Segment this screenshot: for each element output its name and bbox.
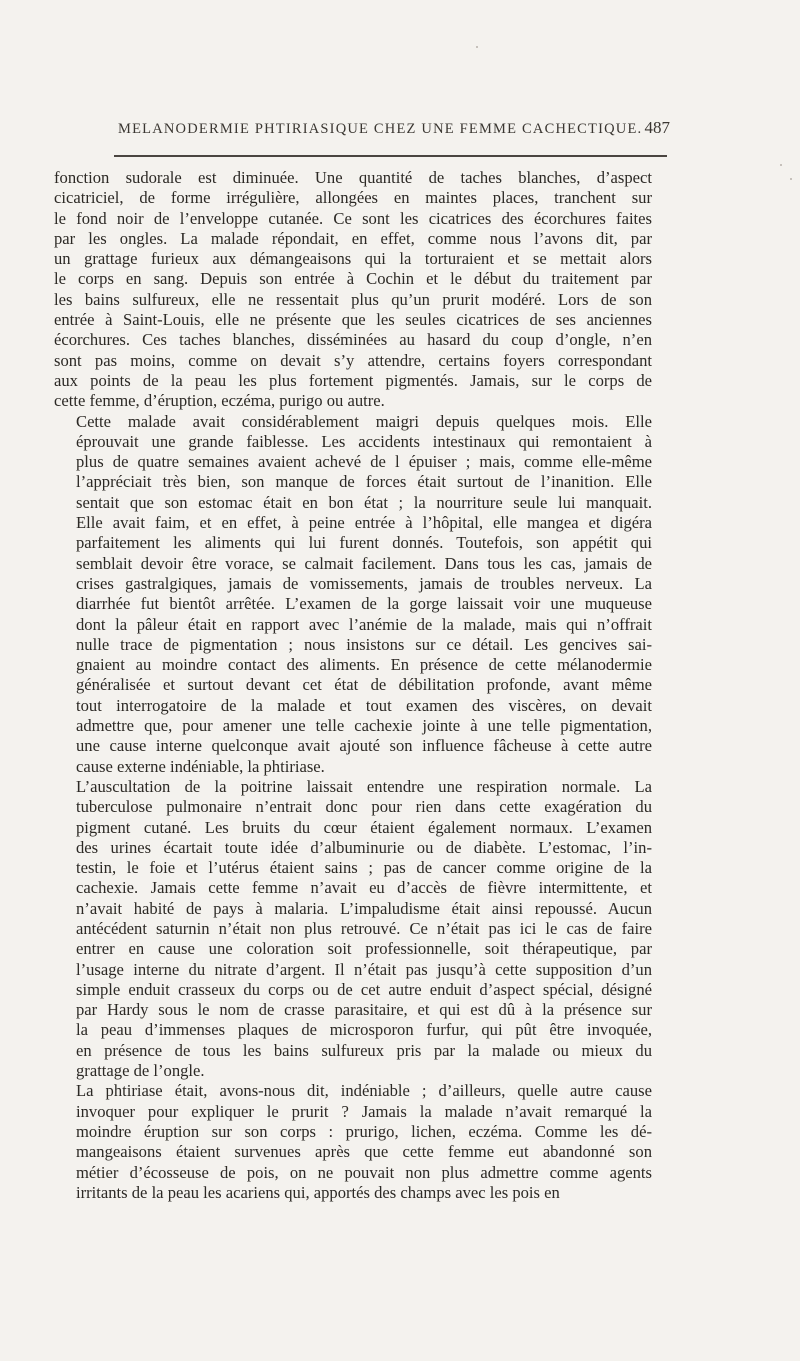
body-text xyxy=(54,168,652,1203)
paragraph xyxy=(54,1081,652,1203)
text-line: cette femme, d’éruption, eczéma, purigo ou autre. xyxy=(54,391,385,411)
text-line: par Hardy sous le nom de crasse parasitaire, et qui est dû à la présence sur xyxy=(76,1000,652,1020)
text-line: antécédent saturnin n’était non plus retrouvé. Ce n’était pas ici le cas de faire xyxy=(76,918,652,938)
text-line: en présence de tous les bains sulfureux pris par la malade ou mieux du xyxy=(76,1040,652,1060)
text-line: L’auscultation de la poitrine laissait entendre une respiration normale. La xyxy=(76,776,652,796)
text-line: cachexie. Jamais cette femme n’avait eu d’accès de fièvre intermittente, et xyxy=(76,878,652,898)
text-line: grattage de l’ongle. xyxy=(76,1061,205,1081)
text-line: cicatriciel, de forme irrégulière, allongées en maintes places, tranchent sur xyxy=(54,188,652,208)
text-line: fonction sudorale est diminuée. Une quantité de taches blanches, d’aspect xyxy=(54,168,652,187)
text-line: entrée à Saint-Louis, elle ne présente que les seules cicatrices de ses anciennes xyxy=(54,310,652,330)
text-line: le fond noir de l’enveloppe cutanée. Ce sont les cicatrices des écorchures faites xyxy=(54,208,652,228)
text-line: simple enduit crasseux du corps ou de cet autre enduit d’aspect spécial, désigné xyxy=(76,979,652,999)
text-line: invoquer pour expliquer le prurit ? Jamais la malade n’avait remarqué la xyxy=(76,1101,652,1121)
text-line: testin, le foie et l’utérus étaient sains ; pas de cancer comme origine de la xyxy=(76,858,652,878)
text-line: la peau d’immenses plaques de microsporon furfur, qui pût être invoquée, xyxy=(76,1020,652,1040)
text-line: écorchures. Ces taches blanches, disséminées au hasard du coup d’ongle, n’en xyxy=(54,330,652,350)
text-line: l’appréciait très bien, son manque de forces était surtout de l’inanition. Elle xyxy=(76,472,652,492)
text-line: éprouvait une grande faiblesse. Les accidents intestinaux qui remontaient à xyxy=(76,431,652,451)
page-number: 487 xyxy=(644,118,670,137)
text-line: aux points de la peau les plus fortement pigmentés. Jamais, sur le corps de xyxy=(54,370,652,390)
text-line: les bains sulfureux, elle ne ressentait plus qu’un prurit modéré. Lors de son xyxy=(54,289,652,309)
paper-speck xyxy=(780,164,782,166)
text-line: généralisée et surtout devant cet état de débilitation profonde, avant même xyxy=(76,675,652,695)
text-line: cause externe indéniable, la phtiriase. xyxy=(76,756,325,776)
text-line: métier d’écosseuse de pois, on ne pouvait non plus admettre comme agents xyxy=(76,1162,652,1182)
paragraph xyxy=(54,168,652,412)
text-line: nulle trace de pigmentation ; nous insistons sur ce détail. Les gencives sai- xyxy=(76,634,652,654)
text-line: crises gastralgiques, jamais de vomissements, jamais de troubles nerveux. La xyxy=(76,573,652,593)
text-line: tout interrogatoire de la malade et tout examen des viscères, on devait xyxy=(76,695,652,715)
text-line: entrer en cause une coloration soit professionnelle, soit thérapeutique, par xyxy=(76,939,652,959)
text-line: gnaient au moindre contact des aliments. En présence de cette mélanodermie xyxy=(76,655,652,675)
text-line: moindre éruption sur son corps : prurigo, lichen, eczéma. Comme les dé- xyxy=(76,1121,652,1141)
paragraph xyxy=(54,412,652,777)
paper-speck xyxy=(790,178,792,180)
text-line: un grattage furieux aux démangeaisons qui la torturaient et se mettait alors xyxy=(54,249,652,269)
text-line: sont pas moins, comme on devait s’y attendre, certains foyers correspondant xyxy=(54,350,652,370)
text-line: pigment cutané. Les bruits du cœur étaient également normaux. L’examen xyxy=(76,817,652,837)
text-line: par les ongles. La malade répondait, en effet, comme nous l’avons dit, par xyxy=(54,228,652,248)
text-line: n’avait habité de pays à malaria. L’impaludisme était ainsi repoussé. Aucun xyxy=(76,898,652,918)
running-title: MELANODERMIE PHTIRIASIQUE CHEZ UNE FEMME CACHECTIQUE. xyxy=(118,121,643,137)
text-line: Cette malade avait considérablement maigri depuis quelques mois. Elle xyxy=(76,411,652,431)
paper-speck xyxy=(476,46,478,48)
text-line: sentait que son estomac était en bon état ; la nourriture seule lui manquait. xyxy=(76,492,652,512)
text-line: le corps en sang. Depuis son entrée à Cochin et le début du traitement par xyxy=(54,269,652,289)
text-line: mangeaisons étaient survenues après que cette femme eut abandonné son xyxy=(76,1142,652,1162)
text-line: des urines écartait toute idée d’albuminurie ou de diabète. L’estomac, l’in- xyxy=(76,837,652,857)
text-line: dont la pâleur était en rapport avec l’anémie de la malade, mais qui n’offrait xyxy=(76,614,652,634)
text-line: plus de quatre semaines avaient achevé de l épuiser ; mais, comme elle-même xyxy=(76,452,652,472)
text-line: semblait devoir être vorace, se calmait facilement. Dans tous les cas, jamais de xyxy=(76,553,652,573)
paragraph xyxy=(54,777,652,1081)
running-header xyxy=(118,118,670,138)
text-line: parfaitement les aliments qui lui furent donnés. Toutefois, son appétit qui xyxy=(76,533,652,553)
text-line: une cause interne quelconque avait ajouté son influence fâcheuse à cette autre xyxy=(76,736,652,756)
header-rule xyxy=(114,155,667,157)
text-line: Elle avait faim, et en effet, à peine entrée à l’hôpital, elle mangea et digéra xyxy=(76,513,652,533)
text-line: l’usage interne du nitrate d’argent. Il n’était pas jusqu’à cette supposition d’un xyxy=(76,959,652,979)
text-line: tuberculose pulmonaire n’entrait donc pour rien dans cette exagération du xyxy=(76,797,652,817)
text-line: La phtiriase était, avons-nous dit, indéniable ; d’ailleurs, quelle autre cause xyxy=(76,1081,652,1101)
text-line: admettre que, pour amener une telle cachexie jointe à une telle pigmentation, xyxy=(76,716,652,736)
text-line: diarrhée fut bientôt arrêtée. L’examen de la gorge laissait voir une muqueuse xyxy=(76,594,652,614)
text-line: irritants de la peau les acariens qui, apportés des champs avec les pois en xyxy=(76,1182,560,1202)
